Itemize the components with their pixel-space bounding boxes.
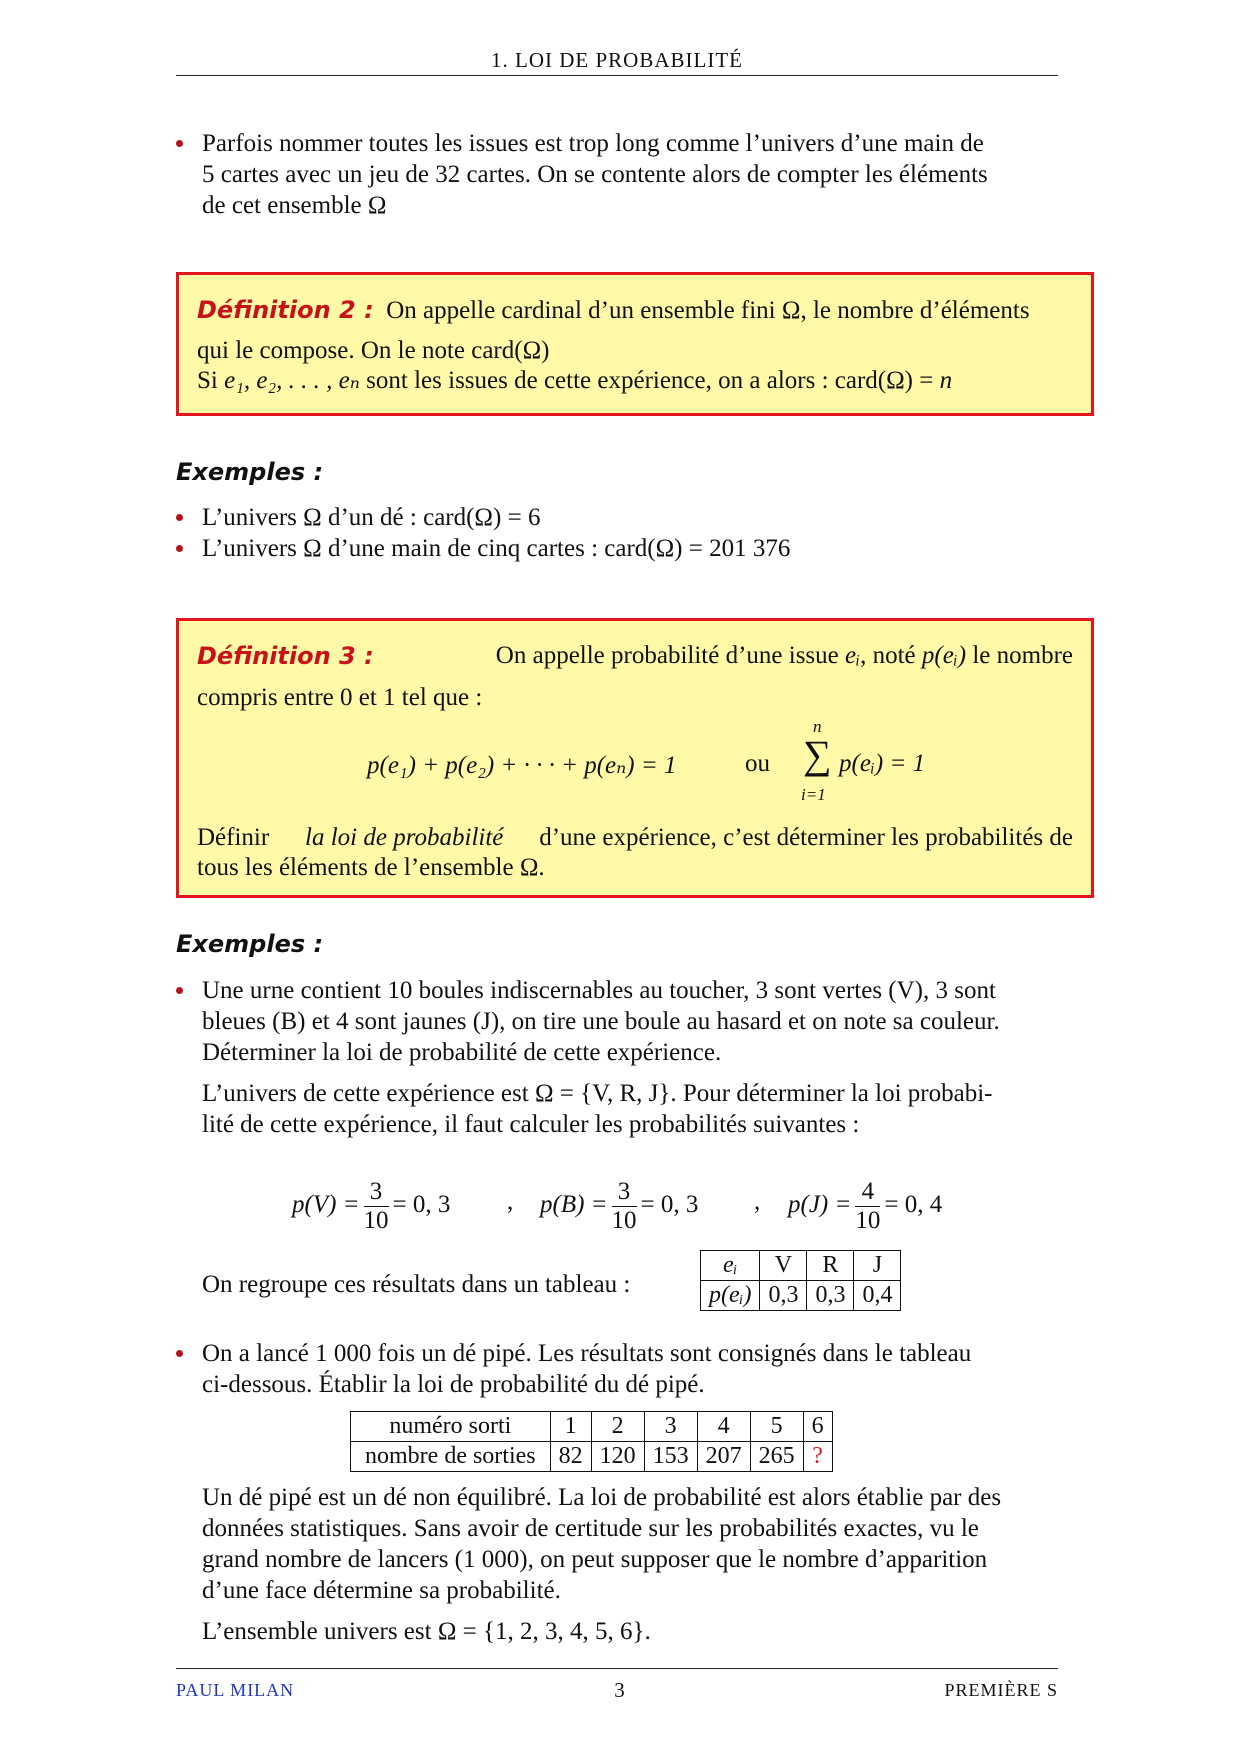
urn-bullet [176, 975, 1058, 1068]
prob-b-num: 3 [612, 1178, 637, 1207]
unknown-count-cell: ? [803, 1442, 832, 1472]
prob-j-den: 10 [855, 1207, 881, 1234]
sum-lower-bound: i=1 [801, 785, 826, 804]
formula-sum-expanded: p(e₁) + p(e₂) + · · · + p(eₙ) = 1 [367, 752, 677, 779]
definition-3-box [176, 618, 1094, 898]
definition-3-formula [197, 713, 1073, 823]
def3-loi: la loi de probabilité [305, 824, 504, 851]
prob-v-lhs: p(V) = [292, 1191, 360, 1219]
footer-rule [176, 1668, 1058, 1669]
def3-text-c: le nombre [972, 642, 1073, 669]
table-cell: 2 [591, 1412, 644, 1442]
prob-b-den: 10 [611, 1207, 637, 1234]
table-cell: 120 [591, 1442, 644, 1472]
definition-2-box [176, 272, 1094, 416]
table-cell: J [854, 1251, 901, 1281]
pipe-line-2: données statistiques. Sans avoir de certitude sur les probabilités exactes, vu le [202, 1515, 979, 1542]
ensemble-paragraph [176, 1616, 1058, 1647]
table-cell: 5 [750, 1412, 803, 1442]
footer-page-number: 3 [614, 1678, 626, 1702]
die-results-table [350, 1411, 833, 1472]
prob-separator-1: , [507, 1188, 514, 1215]
table-cell: 207 [697, 1442, 750, 1472]
definition-3-line-4 [197, 823, 1073, 853]
table-cell: eᵢ [701, 1251, 760, 1281]
bullet-icon [176, 987, 183, 994]
regroup-text: On regroupe ces résultats dans un tableau : [202, 1271, 631, 1298]
table-cell: 0,3 [807, 1281, 854, 1311]
urn-line-1: Une urne contient 10 boules indiscernables au toucher, 3 sont vertes (V), 3 sont [202, 977, 996, 1004]
footer-author: PAUL MILAN [176, 1680, 295, 1700]
def2-vars: e₁, e₂, . . . , eₙ [224, 367, 360, 394]
table-cell: p(eᵢ) [701, 1281, 760, 1311]
def2-n: n [939, 367, 953, 394]
examples-1-text-2: L’univers Ω d’une main de cinq cartes : card(Ω) = 201 376 [202, 535, 791, 562]
def3-line4-rest: d’une expérience, c’est déterminer les probabilités de [539, 824, 1073, 851]
examples-1-label: Exemples : [176, 458, 324, 486]
sum-symbol: ∑ [803, 732, 832, 777]
die-bullet [176, 1338, 1058, 1400]
examples-1-text-1: L’univers Ω d’un dé : card(Ω) = 6 [202, 504, 541, 531]
definition-2-line-1: On appelle cardinal d’un ensemble fini Ω, le nombre d’éléments [386, 297, 1030, 324]
table-cell: 0,3 [760, 1281, 807, 1311]
intro-line-1: Parfois nommer toutes les issues est trop long comme l’univers d’une main de [202, 130, 984, 157]
table-cell: 0,4 [854, 1281, 901, 1311]
ensemble-line: L’ensemble univers est Ω = {1, 2, 3, 4, 5, 6}. [202, 1618, 651, 1645]
def3-pei: p(eᵢ) [921, 642, 967, 669]
def2-text: sont les issues de cette expérience, on a alors : card(Ω) = [366, 367, 940, 394]
table-cell: 153 [644, 1442, 697, 1472]
table-cell: V [760, 1251, 807, 1281]
bullet-icon [176, 140, 183, 147]
examples-1-item-2 [176, 533, 1058, 564]
intro-bullet [176, 128, 1058, 221]
prob-j-rhs: = 0, 4 [884, 1191, 943, 1219]
table-cell: 1 [550, 1412, 591, 1442]
probabilities-row [292, 1160, 992, 1234]
univers-line-1: L’univers de cette expérience est Ω = {V, R, J}. Pour déterminer la loi probabi- [202, 1080, 993, 1107]
univers-paragraph [176, 1078, 1058, 1140]
definition-2-line-2: qui le compose. On le note card(Ω) [197, 337, 550, 364]
die-line-1: On a lancé 1 000 fois un dé pipé. Les résultats sont consignés dans le tableau [202, 1340, 972, 1367]
definition-2-line-3 [197, 366, 1073, 396]
definition-3-label: Définition 3 : [197, 642, 374, 670]
prob-b-rhs: = 0, 3 [640, 1191, 699, 1219]
urn-line-2: bleues (B) et 4 sont jaunes (J), on tire une boule au hasard et on note sa couleur. [202, 1008, 1000, 1035]
prob-v-den: 10 [363, 1207, 389, 1234]
sum-upper-bound: n [813, 717, 822, 736]
table-cell: 82 [550, 1442, 591, 1472]
formula-or: ou [745, 750, 770, 777]
definition-2-label: Définition 2 : [197, 296, 374, 324]
table-cell: 3 [644, 1412, 697, 1442]
examples-2-label: Exemples : [176, 930, 324, 958]
table-row [701, 1281, 901, 1311]
pipe-line-3: grand nombre de lancers (1 000), on peut supposer que le nombre d’apparition [202, 1546, 988, 1573]
pipe-paragraph [176, 1482, 1058, 1606]
die-line-2: ci-dessous. Établir la loi de probabilité du dé pipé. [202, 1371, 705, 1398]
pipe-line-4: d’une face détermine sa probabilité. [202, 1577, 561, 1604]
univers-line-2: lité de cette expérience, il faut calculer les probabilités suivantes : [202, 1111, 860, 1138]
def3-ei: eᵢ [845, 642, 861, 669]
examples-1-item-1 [176, 502, 1058, 533]
definition-3-line-5: tous les éléments de l’ensemble Ω. [197, 854, 545, 881]
table-row [351, 1442, 833, 1472]
bullet-icon [176, 545, 183, 552]
definition-3-line-1 [496, 639, 1073, 673]
table-cell: nombre de sorties [351, 1442, 551, 1472]
bullet-icon [176, 514, 183, 521]
table-cell: numéro sorti [351, 1412, 551, 1442]
prob-separator-2: , [754, 1188, 761, 1215]
prob-b-lhs: p(B) = [540, 1191, 608, 1219]
running-header: 1. LOI DE PROBABILITÉ [491, 48, 743, 72]
pipe-line-1: Un dé pipé est un dé non équilibré. La loi de probabilité est alors établie par des [202, 1484, 1002, 1511]
bullet-icon [176, 1350, 183, 1357]
table-row [701, 1251, 901, 1281]
table-cell: 265 [750, 1442, 803, 1472]
prob-j-num: 4 [855, 1178, 880, 1207]
def2-si: Si [197, 367, 218, 394]
prob-v-rhs: = 0, 3 [392, 1191, 451, 1219]
prob-j [788, 1178, 942, 1235]
intro-line-3: de cet ensemble Ω [202, 192, 387, 219]
table-row [351, 1412, 833, 1442]
table-cell: 4 [697, 1412, 750, 1442]
definition-3-line-2: compris entre 0 et 1 tel que : [197, 684, 483, 711]
prob-v [292, 1178, 450, 1235]
table-cell: 6 [803, 1412, 832, 1442]
def3-text-b: , noté [860, 642, 916, 669]
header-rule [176, 75, 1058, 76]
intro-line-2: 5 cartes avec un jeu de 32 cartes. On se contente alors de compter les éléments [202, 161, 988, 188]
urn-line-3: Déterminer la loi de probabilité de cette expérience. [202, 1039, 722, 1066]
prob-j-lhs: p(J) = [788, 1191, 852, 1219]
footer-level: PREMIÈRE S [944, 1680, 1058, 1700]
table-cell: R [807, 1251, 854, 1281]
sum-term: p(eᵢ) = 1 [839, 750, 926, 777]
def3-definir: Définir [197, 824, 270, 851]
probability-table [700, 1250, 901, 1311]
prob-b [540, 1178, 698, 1235]
prob-v-num: 3 [364, 1178, 389, 1207]
def3-text-a: On appelle probabilité d’une issue [495, 642, 839, 669]
